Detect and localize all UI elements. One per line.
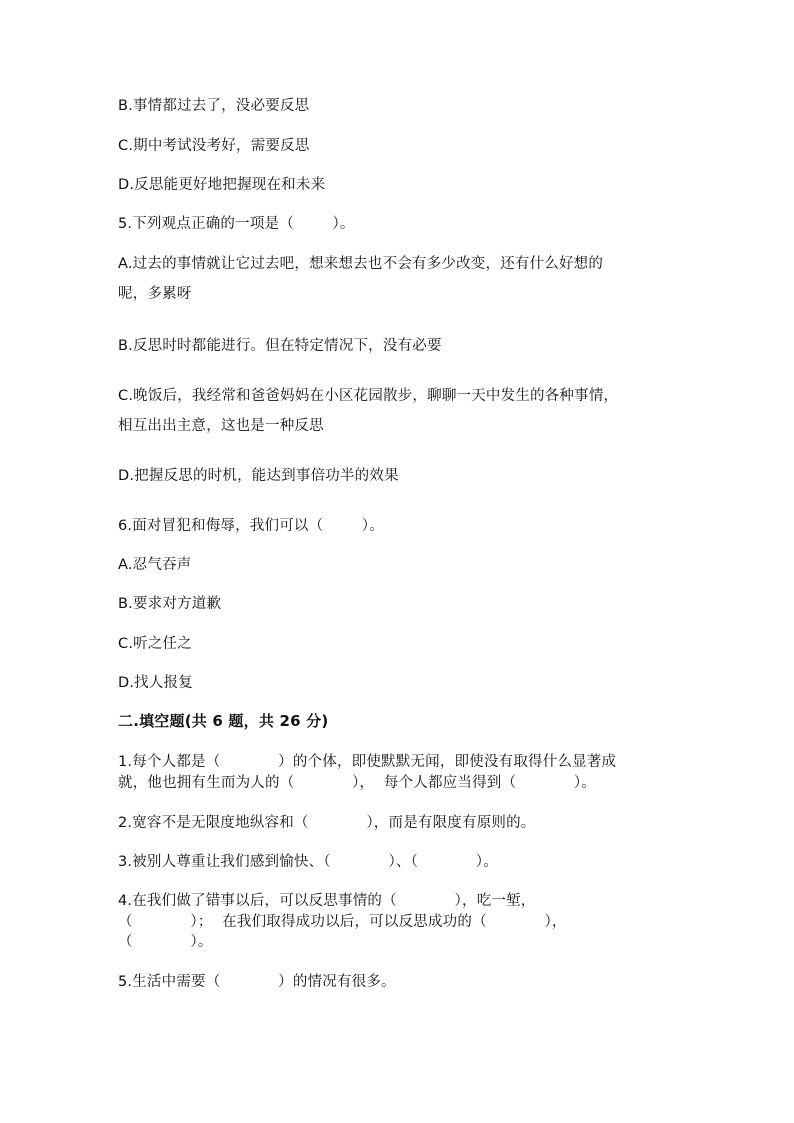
option-d-q6: D.找人报复: [118, 675, 193, 691]
option-c-q5-line2: 相互出出主意，这也是一种反思: [118, 418, 324, 434]
fill-question-2: 2.宽容不是无限度地纵容和（ ），而是有限度有原则的。: [118, 815, 536, 831]
option-b-q5: B.反思时时都能进行。但在特定情况下，没有必要: [118, 338, 442, 354]
option-d-q5: D.把握反思的时机，能达到事倍功半的效果: [118, 468, 399, 484]
fill-question-1-line1: 1.每个人都是（ ）的个体，即使默默无闻，即使没有取得什么显著成: [118, 754, 617, 770]
question-6: 6.面对冒犯和侮辱，我们可以（ ）。: [118, 518, 384, 534]
fill-question-3: 3.被别人尊重让我们感到愉快、（ ）、（ ）。: [118, 854, 498, 870]
question-5: 5.下列观点正确的一项是（ ）。: [118, 216, 355, 232]
section-heading-fill-in: 二.填空题(共 6 题，共 26 分): [118, 712, 329, 730]
option-c-q6: C.听之任之: [118, 636, 192, 652]
option-b-q4: B.事情都过去了，没必要反思: [118, 98, 310, 114]
fill-question-5: 5.生活中需要（ ）的情况有很多。: [118, 974, 396, 990]
option-a-q6: A.忍气吞声: [118, 557, 192, 573]
option-c-q5-line1: C.晚饭后，我经常和爸爸妈妈在小区花园散步，聊聊一天中发生的各种事情，: [118, 388, 619, 404]
fill-question-1-line2: 就，他也拥有生而为人的（ ）， 每个人都应当得到（ ）。: [118, 775, 597, 791]
option-a-q5-line1: A.过去的事情就让它过去吧，想来想去也不会有多少改变，还有什么好想的: [118, 256, 604, 272]
option-c-q4: C.期中考试没考好，需要反思: [118, 138, 310, 154]
option-a-q5-line2: 呢，多累呀: [118, 286, 192, 302]
option-b-q6: B.要求对方道歉: [118, 596, 222, 612]
fill-question-4-line1: 4.在我们做了错事以后，可以反思事情的（ ），吃一堑，: [118, 893, 536, 909]
fill-question-4-line2: （ ）； 在我们取得成功以后，可以反思成功的（ ），: [118, 914, 567, 930]
option-d-q4: D.反思能更好地把握现在和未来: [118, 177, 326, 193]
fill-question-4-line3: （ ）。: [118, 934, 213, 950]
